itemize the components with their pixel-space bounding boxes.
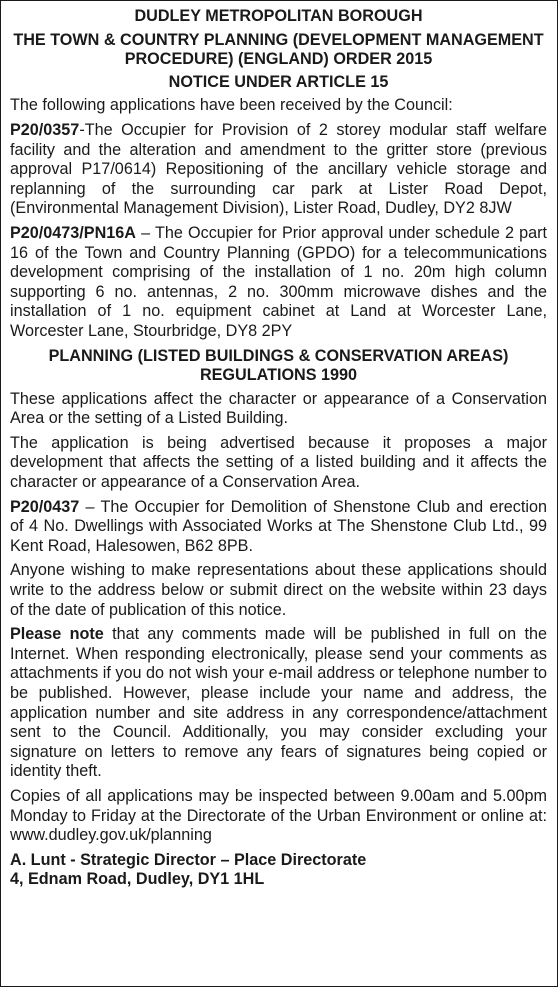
application-ref: P20/0357 [10,120,80,139]
signatory-line: A. Lunt - Strategic Director – Place Directorate [10,850,367,869]
authority-heading: DUDLEY METROPOLITAN BOROUGH [134,7,423,25]
application-entry [10,224,547,342]
conservation-area-text: These applications affect the character or appearance of a Conservation Area or the setting of a Listed Building. [10,389,547,428]
inspection-text: Copies of all applications may be inspected between 9.00am and 5.00pm Monday to Friday at the Directorate of the Urban Environment or online at: www.dudley.gov.uk/planning [10,786,547,845]
application-entry [10,498,547,557]
advertisement-reason-text: The application is being advertised because it proposes a major development that affects the setting of a listed building and it affects the character or appearance of a Conservation Area. [10,433,547,492]
address-line: 4, Ednam Road, Dudley, DY1 1HL [10,870,265,889]
application-description: -The Occupier for Provision of 2 storey modular staff welfare facility and the alteration and amendment to the gritter store (previous approval P17/0614) Repositioning of the ancillary vehicle storage and replanning of the surrounding car park at Lister Road Depot, (Environmental Management Division), Lister Road, Dudley, DY2 8JW [10,120,547,218]
article-heading: NOTICE UNDER ARTICLE 15 [168,72,389,91]
application-ref: P20/0473/PN16A [10,223,136,242]
representations-text: Anyone wishing to make representations about these applications should write to the address below or submit direct on the website within 23 days of the date of publication of this notice. [10,561,547,619]
application-entry [10,121,547,219]
application-ref: P20/0437 [10,497,80,516]
order-heading: THE TOWN & COUNTRY PLANNING (DEVELOPMENT MANAGEMENT PROCEDURE) (ENGLAND) ORDER 2015 [13,30,544,69]
please-note-label: Please note [10,625,104,644]
application-description: – The Occupier for Demolition of Shenstone Club and erection of 4 No. Dwellings with Associated Works at The Shenstone Club Ltd., 99 Kent Road, Halesowen, B62 8PB. [10,497,547,555]
please-note-text [10,625,547,782]
please-note-body: that any comments made will be published in full on the Internet. When responding electronically, please send your comments as attachments if you do not wish your e-mail address or telephone number to be published. However, please include your name and address, the application number and site address in any correspondence/attachment sent to the Council. Additionally, you may consider excluding your signature on letters to remove any fears of signatures being copied or identity theft. [10,625,547,781]
listed-buildings-heading: PLANNING (LISTED BUILDINGS & CONSERVATION AREAS) REGULATIONS 1990 [48,346,509,385]
intro-text: The following applications have been received by the Council: [10,96,453,115]
application-description: – The Occupier for Prior approval under schedule 2 part 16 of the Town and Country Planning (GPDO) for a telecommunications development comprising of the installation of 1 no. 20m high column supporting 6 no. antennas, 2 no. 300mm microwave dishes and the installation of 1 no. equipment cabinet at Land at Worcester Lane, Worcester Lane, Stourbridge, DY8 2PY [10,223,547,340]
